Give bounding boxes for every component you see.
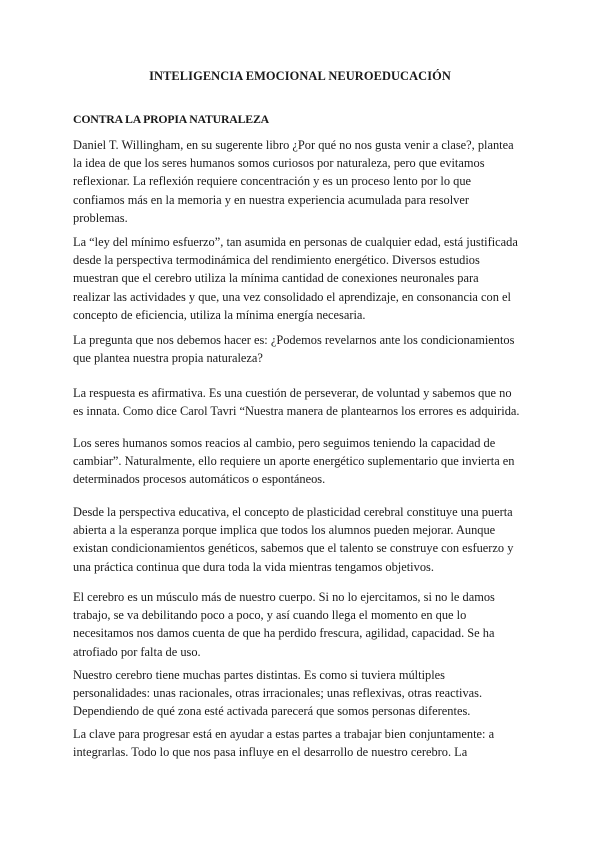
text-line: existan condicionamientos genéticos, sabemos que el talento se construye con esfuerzo y (73, 541, 514, 556)
text-line: La clave para progresar está en ayudar a estas partes a trabajar bien conjuntamente: a (73, 727, 495, 741)
paragraph-8 (73, 666, 543, 721)
paragraph-6 (73, 503, 543, 576)
text-line: realizar las actividades y que, una vez consolidado el aprendizaje, en consonancia con el (73, 289, 511, 304)
text-line: la idea de que los seres humanos somos curiosos por naturaleza, pero que evitamos (73, 156, 485, 171)
text-line: Dependiendo de qué zona esté activada parecerá que somos personas diferentes. (73, 704, 471, 719)
text-line: atrofiado por falta de uso. (73, 644, 201, 659)
paragraph-9 (73, 725, 543, 761)
text-line: reflexionar. La reflexión requiere concentración y es un proceso lento por lo que (73, 174, 472, 189)
text-line: abierta a la esperanza porque implica que todos los alumnos pueden mejorar. Aunque (73, 523, 496, 538)
paragraph-2 (73, 233, 543, 324)
text-line: que plantea nuestra propia naturaleza? (73, 351, 263, 366)
text-line: El cerebro es un músculo más de nuestro cuerpo. Si no lo ejercitamos, si no le damos (73, 590, 495, 604)
text-line: cambiar”. Naturalmente, ello requiere un aporte energético suplementario que invierta en (73, 454, 515, 469)
text-line: Los seres humanos somos reacios al cambio, pero seguimos teniendo la capacidad de (73, 436, 496, 450)
text-line: es innata. Como dice Carol Tavri “Nuestra manera de plantearnos los errores es adquirida. (73, 404, 520, 419)
text-line: La pregunta que nos debemos hacer es: ¿Podemos revelarnos ante los condicionamientos (73, 333, 515, 347)
text-line: necesitamos nos damos cuenta de que ha perdido frescura, agilidad, capacidad. Se ha (73, 626, 495, 641)
text-line: integrarlas. Todo lo que nos pasa influye en el desarrollo de nuestro cerebro. La (73, 745, 468, 760)
text-line: Daniel T. Willingham, en su sugerente libro ¿Por qué no nos gusta venir a clase?, plantea (73, 138, 514, 152)
section-heading: CONTRA LA PROPIA NATURALEZA (73, 112, 269, 126)
text-line: muestran que el cerebro utiliza la mínima cantidad de conexiones neuronales para (73, 271, 479, 286)
text-line: confiamos más en la memoria y en nuestra experiencia acumulada para resolver (73, 192, 469, 207)
paragraph-7 (73, 588, 543, 661)
text-line: Desde la perspectiva educativa, el concepto de plasticidad cerebral constituye una puerta (73, 505, 513, 519)
text-line: concepto de eficiencia, utiliza la mínima energía necesaria. (73, 307, 366, 322)
paragraph-5 (73, 434, 543, 489)
text-line: La “ley del mínimo esfuerzo”, tan asumida en personas de cualquier edad, está justificada (73, 235, 518, 249)
text-line: problemas. (73, 210, 128, 225)
text-line: La respuesta es afirmativa. Es una cuestión de perseverar, de voluntad y sabemos que no (73, 386, 512, 400)
paragraph-4 (73, 384, 543, 420)
text-line: una práctica continua que dura toda la vida mientras tengamos objetivos. (73, 559, 434, 574)
text-line: personalidades: unas racionales, otras irracionales; unas reflexivas, otras reactivas. (73, 686, 483, 701)
text-line: desde la perspectiva termodinámica del rendimiento energético. Diversos estudios (73, 253, 480, 268)
text-line: trabajo, se va debilitando poco a poco, y así cuando llega el momento en que lo (73, 608, 467, 623)
text-line: Nuestro cerebro tiene muchas partes distintas. Es como si tuviera múltiples (73, 668, 445, 682)
document-title: INTELIGENCIA EMOCIONAL NEUROEDUCACIÓN (149, 69, 451, 83)
text-line: determinados procesos automáticos o espontáneos. (73, 472, 326, 487)
paragraph-3 (73, 331, 543, 367)
paragraph-1 (73, 136, 543, 227)
